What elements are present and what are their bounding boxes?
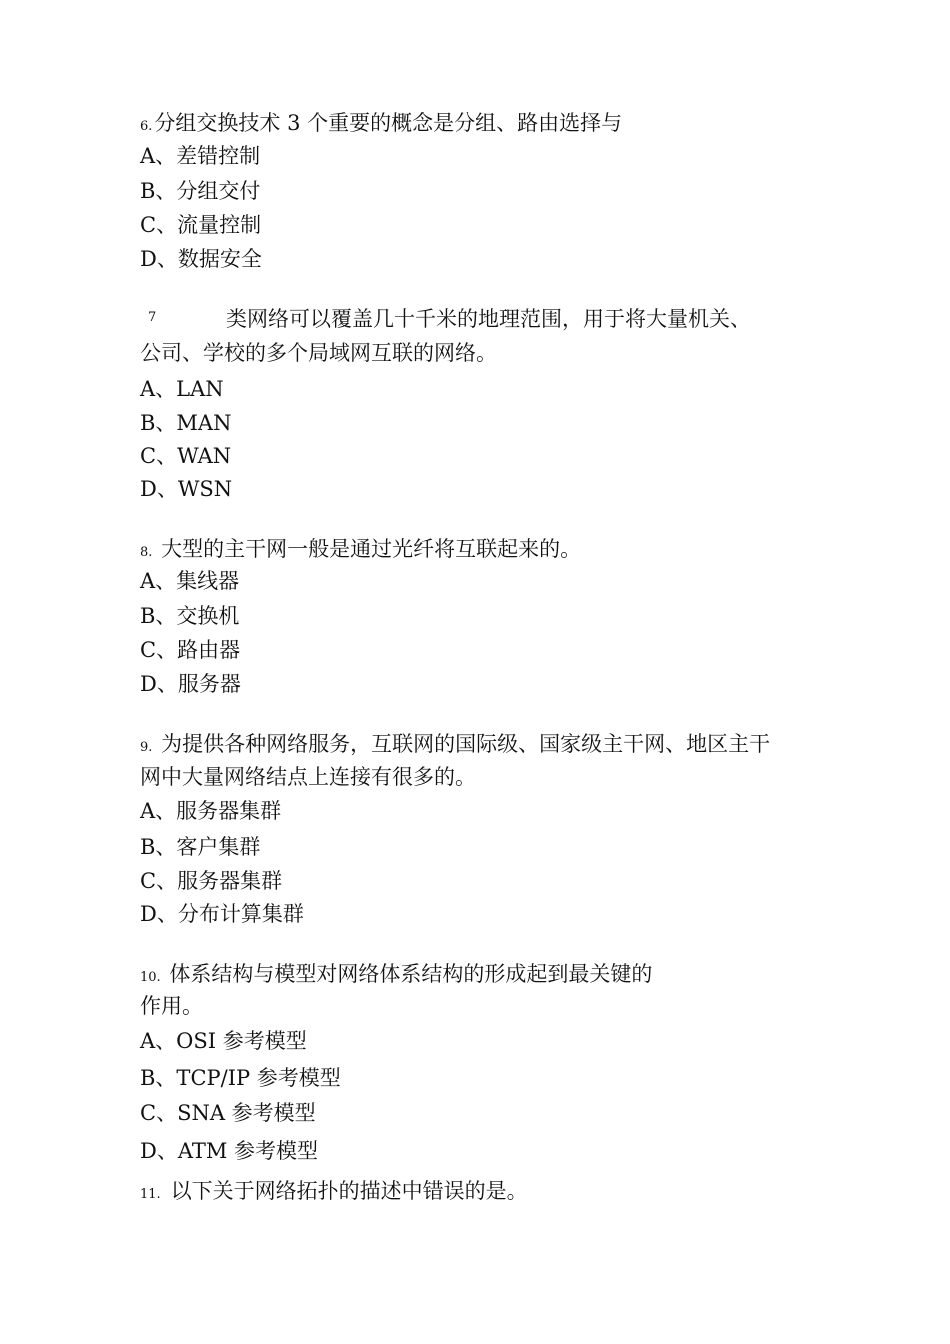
question-7-stem bbox=[140, 305, 751, 332]
question-11-number: 11. bbox=[140, 1187, 161, 1202]
question-10-text-line-1: 体系结构与模型对网络体系结构的形成起到最关键的 bbox=[169, 962, 653, 986]
question-9-text-line-2: 网中大量网络结点上连接有很多的。 bbox=[140, 765, 476, 789]
question-7-number: 7 bbox=[148, 310, 157, 325]
question-10-option-a: A、OSI 参考模型 bbox=[140, 1029, 307, 1053]
question-8-text: 大型的主干网一般是通过光纤将互联起来的。 bbox=[161, 537, 582, 561]
question-6-stem bbox=[140, 110, 622, 140]
question-9-option-c: C、服务器集群 bbox=[140, 869, 283, 893]
question-8-option-c: C、路由器 bbox=[140, 638, 241, 662]
question-9-stem bbox=[140, 731, 770, 761]
question-10-option-d: D、ATM 参考模型 bbox=[140, 1139, 319, 1163]
question-10-number: 10. bbox=[140, 970, 161, 985]
question-6-option-b: B、分组交付 bbox=[140, 179, 261, 203]
question-7-option-a: A、LAN bbox=[140, 377, 224, 401]
question-9-option-a: A、服务器集群 bbox=[140, 799, 282, 823]
question-8-stem bbox=[140, 536, 581, 566]
question-9-number: 9. bbox=[140, 740, 153, 755]
question-9-text-line-1: 为提供各种网络服务，互联网的国际级、国家级主干网、地区主干 bbox=[161, 732, 771, 756]
question-6-option-a: A、差错控制 bbox=[140, 144, 261, 168]
question-6-option-d: D、数据安全 bbox=[140, 247, 262, 271]
question-7-option-d: D、WSN bbox=[140, 477, 233, 501]
question-10-stem bbox=[140, 961, 652, 991]
question-9-option-b: B、客户集群 bbox=[140, 835, 261, 859]
question-6-option-c: C、流量控制 bbox=[140, 213, 262, 237]
question-10-option-c: C、SNA 参考模型 bbox=[140, 1101, 316, 1125]
question-10-text-line-2: 作用。 bbox=[140, 994, 203, 1018]
question-6-text: 分组交换技术 3 个重要的概念是分组、路由选择与 bbox=[154, 111, 623, 135]
question-7-option-b: B、MAN bbox=[140, 411, 232, 435]
question-7-text-line-1: 类网络可以覆盖几十千米的地理范围，用于将大量机关、 bbox=[226, 307, 751, 331]
question-7-text-line-2: 公司、学校的多个局域网互联的网络。 bbox=[140, 341, 497, 365]
question-10-option-b: B、TCP/IP 参考模型 bbox=[140, 1066, 341, 1090]
question-8-option-d: D、服务器 bbox=[140, 672, 241, 696]
question-11-stem bbox=[140, 1178, 528, 1208]
question-7-option-c: C、WAN bbox=[140, 444, 232, 468]
question-11-text: 以下关于网络拓扑的描述中错误的是。 bbox=[170, 1179, 528, 1203]
question-6-number: 6. bbox=[140, 119, 153, 134]
question-8-option-b: B、交换机 bbox=[140, 604, 240, 628]
question-8-option-a: A、集线器 bbox=[140, 569, 240, 593]
question-8-number: 8. bbox=[140, 545, 153, 560]
question-9-option-d: D、分布计算集群 bbox=[140, 902, 304, 926]
